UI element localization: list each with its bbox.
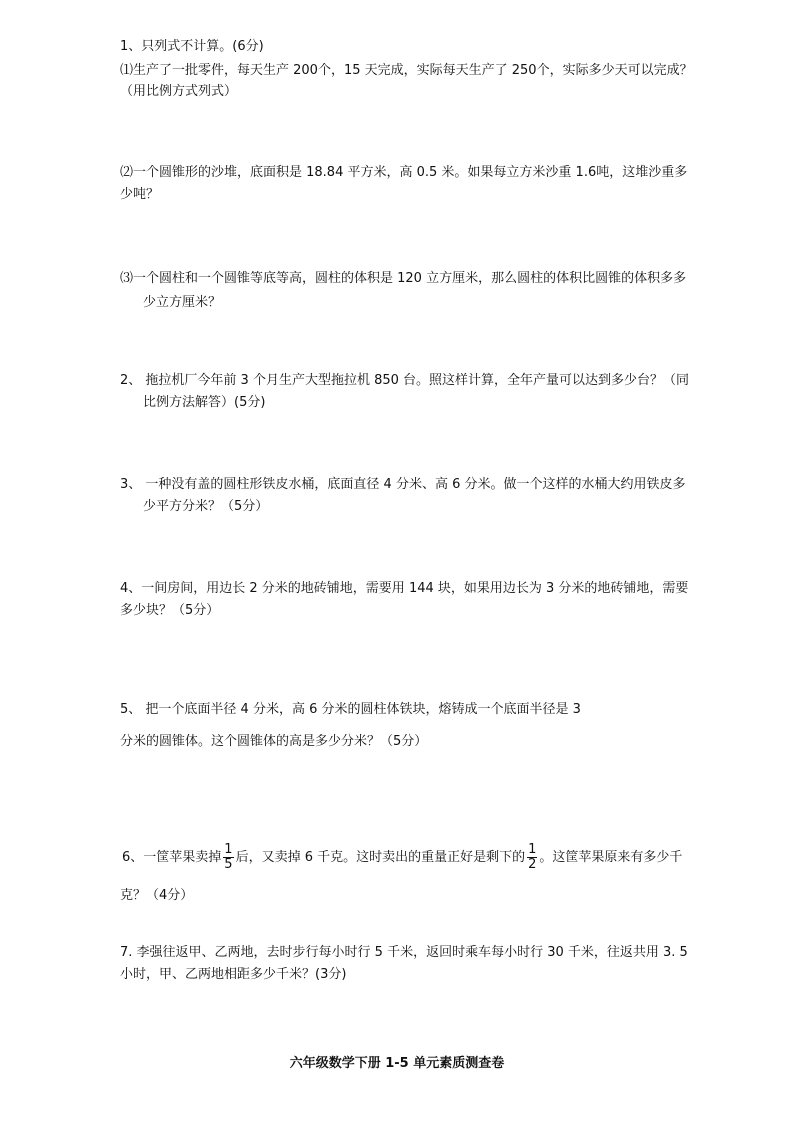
q6-line2: 克？（4分） (120, 888, 194, 903)
q2-line1: 2、 拖拉机厂今年前 3 个月生产大型拖拉机 850 台。照这样计算，全年产量可以达到多少台？（同 (120, 373, 690, 388)
q2-line2: 比例方法解答）(5分) (143, 395, 266, 410)
q4-line2: 多少块？（5分） (120, 603, 220, 618)
q7-line1: 7. 李强往返甲、乙两地，去时步行每小时行 5 千米，返回时乘车每小时行 30 千米，往返共用 3. 5 (120, 945, 688, 960)
q6-line1 (122, 840, 682, 876)
q1-part3-line1: ⑶一个圆柱和一个圆锥等底等高，圆柱的体积是 120 立方厘米，那么圆柱的体积比圆锥的体积多多 (120, 271, 687, 286)
q5-line2: 分米的圆锥体。这个圆锥体的高是多少分米？（5分） (120, 734, 428, 749)
q1-part3-line2: 少立方厘米？ (143, 295, 222, 310)
q1-part1-line2: （用比例方式列式） (120, 84, 238, 99)
fraction-denominator: 2 (528, 857, 537, 872)
q1-part1-line1: ⑴生产了一批零件，每天生产 200个，15 天完成，实际每天生产了 250个，实际多少天可以完成？ (120, 63, 693, 78)
q6-text-b: 后，又卖掉 6 千克。这时卖出的重量正好是剩下的 (235, 850, 526, 865)
fraction-numerator: 1 (528, 842, 537, 857)
q5-line1: 5、 把一个底面半径 4 分米，高 6 分米的圆柱体铁块，熔铸成一个底面半径是 3 (120, 702, 581, 717)
q4-line1: 4、一间房间，用边长 2 分米的地砖铺地，需要用 144 块，如果用边长为 3 分米的地砖铺地，需要 (120, 581, 689, 596)
q3-line1: 3、 一种没有盖的圆柱形铁皮水桶，底面直径 4 分米、高 6 分米。做一个这样的水桶大约用铁皮多 (120, 477, 686, 492)
q1-heading: 1、只列式不计算。(6分) (120, 39, 264, 54)
q3-line2: 少平方分米？（5分） (143, 499, 269, 514)
fraction-numerator: 1 (224, 842, 233, 857)
fraction-one-half (527, 843, 537, 872)
q1-part2-line1: ⑵一个圆锥形的沙堆，底面积是 18.84 平方米，高 0.5 米。如果每立方米沙重 1.6吨，这堆沙重多 (120, 165, 688, 180)
fraction-one-fifth (223, 843, 233, 872)
q6-text-a: 6、一筐苹果卖掉 (122, 850, 222, 865)
q1-part2-line2: 少吨？ (120, 187, 160, 202)
page-footer-title: 六年级数学下册 1-5 单元素质测查卷 (289, 1056, 505, 1071)
fraction-denominator: 5 (224, 857, 233, 872)
q7-line2: 小时，甲、乙两地相距多少千米？(3分) (120, 967, 347, 982)
q6-text-c: 。这筐苹果原来有多少千 (539, 850, 683, 865)
